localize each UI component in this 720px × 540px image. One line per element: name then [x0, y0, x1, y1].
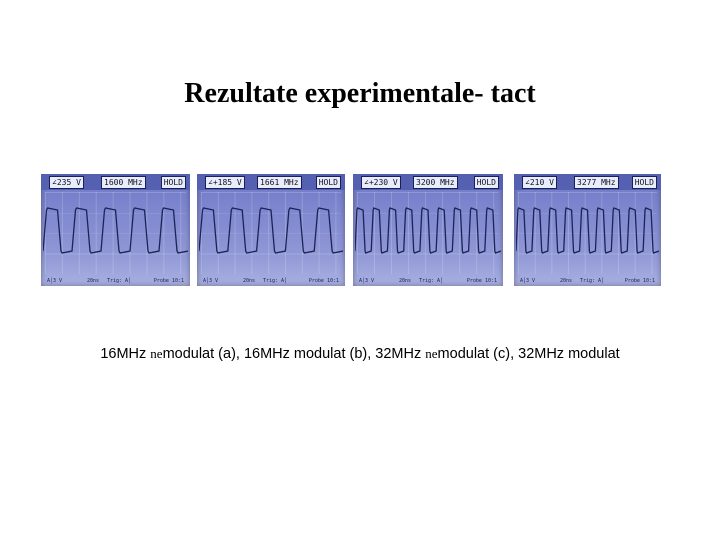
hold-badge: HOLD	[474, 176, 499, 189]
footer-trigger: Trig: A│	[580, 278, 605, 284]
footer-timebase: 20ns	[243, 278, 256, 284]
waveform-path	[355, 208, 501, 253]
hold-badge: HOLD	[316, 176, 341, 189]
footer-probe: Probe 10:1	[466, 278, 497, 284]
footer-timebase: 20ns	[399, 278, 412, 284]
footer-channel: A│3 V	[520, 278, 536, 284]
footer-trigger: Trig: A│	[107, 278, 132, 284]
caption-part-3: modulat (c), 32MHz modulat	[437, 346, 620, 362]
footer-channel: A│3 V	[203, 278, 219, 284]
waveform-trace	[199, 192, 343, 274]
caption-part-2: modulat (a), 16MHz modulat (b), 32MHz	[162, 346, 426, 362]
footer-timebase: 20ns	[87, 278, 100, 284]
waveform-path	[43, 208, 188, 253]
frequency-readout: 3200 MHz	[413, 176, 458, 189]
trigger-readout: ∠210 V	[522, 176, 557, 189]
oscilloscope-screen-c	[353, 174, 503, 286]
trigger-readout: ∠+230 V	[361, 176, 401, 189]
footer-trigger: Trig: A│	[263, 278, 288, 284]
slide-title: Rezultate experimentale- tact	[184, 78, 536, 109]
footer-channel: A│3 V	[359, 278, 375, 284]
scope-footer	[41, 276, 190, 286]
scope-footer	[514, 276, 661, 286]
trigger-readout: ∠+185 V	[205, 176, 245, 189]
hold-badge: HOLD	[632, 176, 657, 189]
hold-badge: HOLD	[161, 176, 186, 189]
frequency-readout: 1661 MHz	[257, 176, 302, 189]
footer-channel: A│3 V	[47, 278, 63, 284]
frequency-readout: 1600 MHz	[101, 176, 146, 189]
oscilloscope-screen-d	[514, 174, 661, 286]
caption-ne-1: ne	[150, 346, 163, 361]
waveform-trace	[516, 192, 659, 274]
waveform-path	[516, 208, 659, 253]
scope-footer	[197, 276, 345, 286]
trigger-readout: ∠235 V	[49, 176, 84, 189]
waveform-trace	[43, 192, 188, 274]
scope-footer	[353, 276, 503, 286]
footer-probe: Probe 10:1	[153, 278, 184, 284]
figure-caption	[0, 346, 720, 362]
frequency-readout: 3277 MHz	[574, 176, 619, 189]
waveform-trace	[355, 192, 501, 274]
waveform-path	[199, 208, 343, 253]
footer-timebase: 20ns	[560, 278, 573, 284]
footer-trigger: Trig: A│	[419, 278, 444, 284]
footer-probe: Probe 10:1	[624, 278, 655, 284]
caption-part-1: 16MHz	[100, 346, 151, 362]
footer-probe: Probe 10:1	[308, 278, 339, 284]
caption-ne-2: ne	[425, 346, 438, 361]
oscilloscope-screen-a	[41, 174, 190, 286]
oscilloscope-screen-b	[197, 174, 345, 286]
